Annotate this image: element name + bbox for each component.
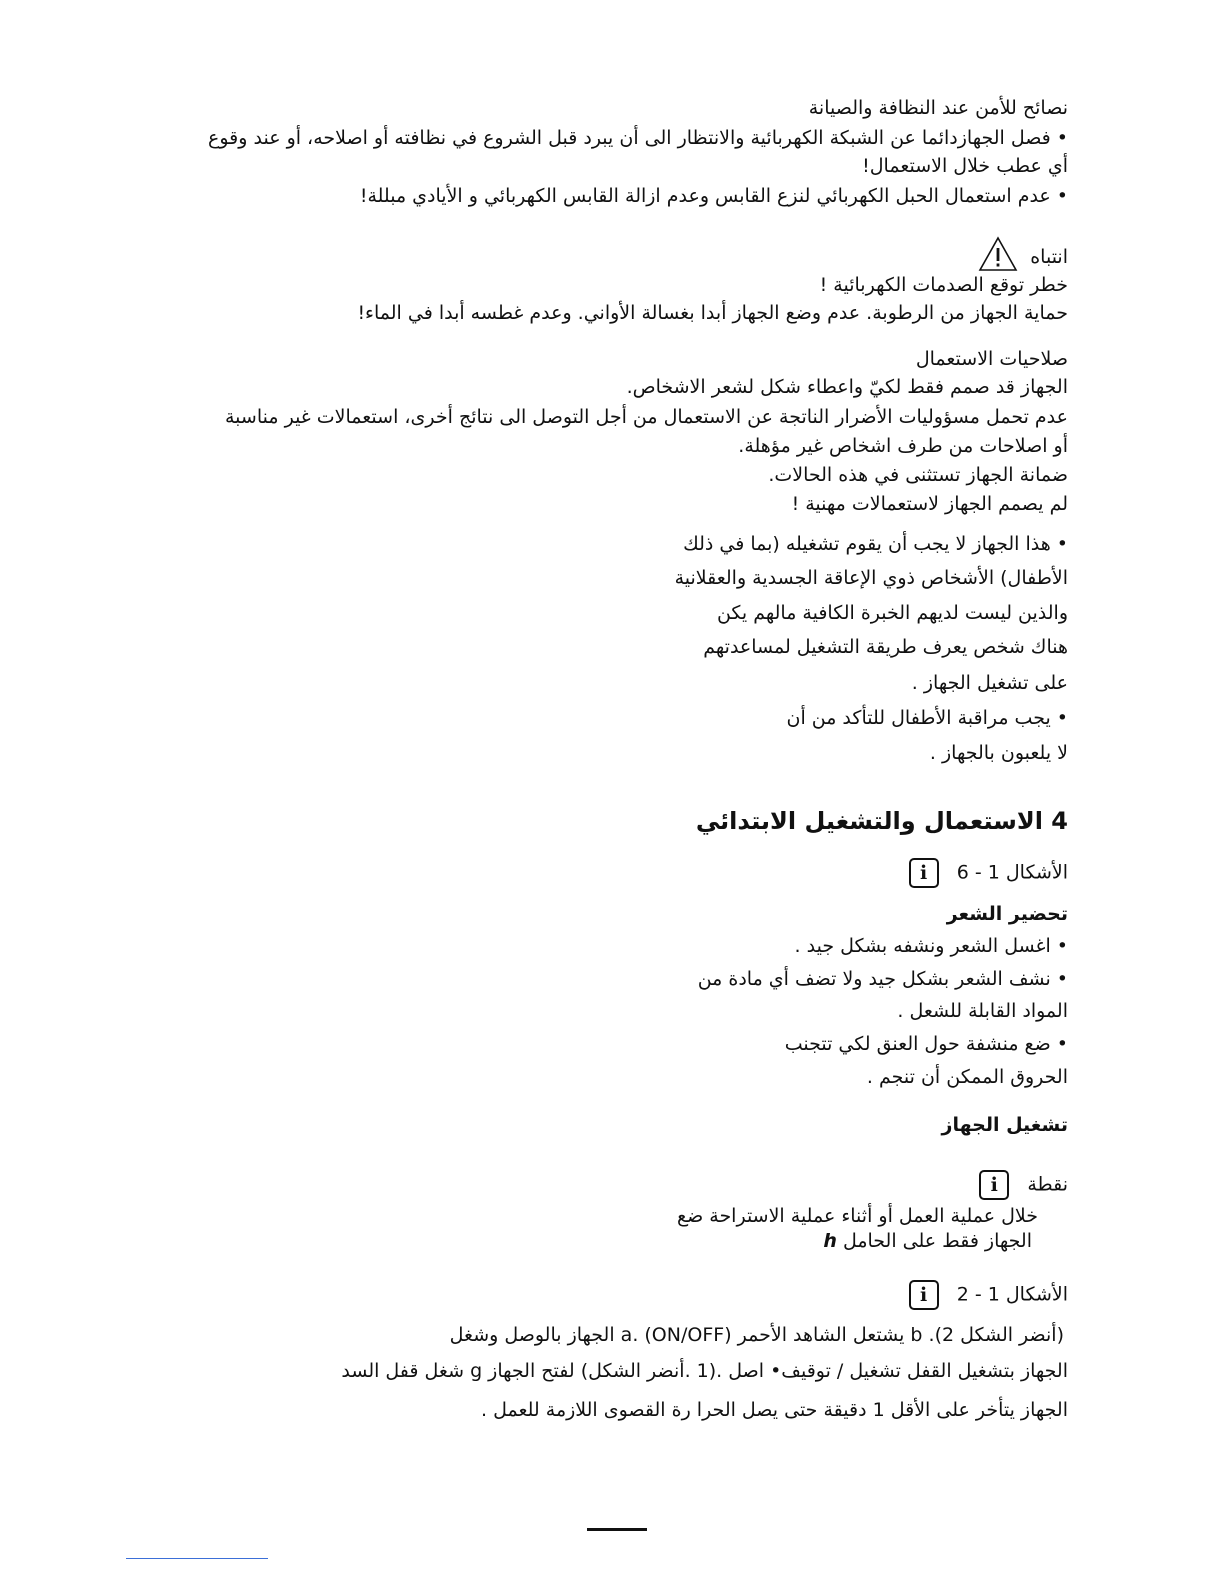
info-icon: i (909, 858, 939, 888)
figure-reference-2: الأشكال 1 - 2 i (909, 1280, 1068, 1310)
safety-heading: نصائح للأمن عند النظافة والصيانة (808, 97, 1068, 119)
bullet-icon: • (1056, 707, 1068, 729)
info-icon: i (979, 1170, 1009, 1200)
usage-line-3: أو اصلاحات من طرف اشخاص غير مؤهلة. (738, 435, 1068, 457)
usage-line-1: الجهاز قد صمم فقط لكيّ واعطاء شكل لشعر الاشخاص. (626, 376, 1068, 398)
usage-bullet-1-line-3: والذين ليست لديهم الخبرة الكافية مالهم يكن (716, 602, 1068, 624)
usage-bullet-1-line-4: هناك شخص يعرف طريقة التشغيل لمساعدتهم (703, 636, 1068, 658)
operate-paragraph-line-3: الجهاز يتأخر على الأقل 1 دقيقة حتى يصل الحرا رة القصوى اللازمة للعمل . (481, 1399, 1068, 1421)
usage-bullet-1-line-2: الأطفال) الأشخاص ذوي الإعاقة الجسدية والعقلانية (674, 567, 1068, 589)
bullet-icon: • (1056, 533, 1068, 555)
bullet-icon: • (1056, 185, 1068, 207)
prep-bullet-3: •ضع منشفة حول العنق لكي تتجنب (784, 1033, 1068, 1055)
usage-bullet-1-line-5: على تشغيل الجهاز . (911, 672, 1068, 694)
safety-bullet-1 (208, 125, 1068, 151)
warning-line-1: خطر توقع الصدمات الكهربائية ! (819, 274, 1068, 296)
usage-bullet-2-line-2: لا يلعبون بالجهاز . (929, 742, 1068, 764)
usage-bullet-2: •يجب مراقبة الأطفال للتأكد من أن (786, 707, 1068, 729)
usage-heading: صلاحيات الاستعمال (915, 348, 1068, 370)
section-heading (696, 806, 1068, 836)
operate-heading: تشغيل الجهاز (941, 1114, 1068, 1136)
prep-bullet-3-line-2: الحروق الممكن أن تنجم . (866, 1066, 1068, 1088)
info-icon: i (909, 1280, 939, 1310)
bullet-icon: • (1056, 127, 1068, 149)
usage-line-2: عدم تحمل مسؤوليات الأضرار الناتجة عن الاستعمال من أجل التوصل الى نتائج أخرى، استعمالات غير مناسبة (225, 406, 1068, 428)
warning-line-2: حماية الجهاز من الرطوبة. عدم وضع الجهاز أبدا بغسالة الأواني. وعدم غطسه أبدا في الماء! (357, 302, 1068, 324)
bullet-icon: • (1056, 1033, 1068, 1055)
note-letter-h: h (823, 1230, 837, 1252)
bullet-icon: • (1056, 968, 1068, 990)
usage-bullet-1: •هذا الجهاز لا يجب أن يقوم تشغيله (بما في ذلك (683, 533, 1068, 555)
safety-bullet-2: •عدم استعمال الحبل الكهربائي لنزع القابس وعدم ازالة القابس الكهربائي و الأيادي مبللة! (359, 185, 1068, 207)
figure-reference-1: الأشكال 1 - 6 i (909, 858, 1068, 888)
warning-title: انتباه (978, 236, 1068, 279)
safety-bullet-1-line-1: فصل الجهازدائما عن الشبكة الكهربائية والانتظار الى أن يبرد قبل الشروع في نظافته أو اصلاحه، أو عند وقوع (208, 127, 1051, 149)
prep-bullet-1: •اغسل الشعر ونشفه بشكل جيد . (794, 935, 1068, 957)
section-number: 4 (1051, 807, 1068, 835)
usage-line-4: ضمانة الجهاز تستثنى في هذه الحالات. (768, 464, 1068, 486)
note-label: نقطة i (979, 1170, 1068, 1200)
footer-link-underline (126, 1558, 268, 1559)
safety-bullet-1-line-2: أي عطب خلال الاستعمال! (862, 155, 1068, 177)
usage-line-5: لم يصمم الجهاز لاستعمالات مهنية ! (791, 493, 1068, 515)
prep-bullet-2-line-2: المواد القابلة للشعل . (897, 1000, 1068, 1022)
section-title: الاستعمال والتشغيل الابتدائي (695, 807, 1043, 835)
operate-paragraph-line-2: الجهاز بتشغيل القفل تشغيل / توقيف• اصل .(1 .أنضر الشكل) لفتح الجهاز g شغل قفل السد (341, 1360, 1068, 1382)
footer-rule (587, 1528, 647, 1531)
bullet-icon: • (1056, 935, 1068, 957)
operate-paragraph-line-1: (أنضر الشكل 2). b يشتعل الشاهد الأحمر a. (ON/OFF) الجهاز بالوصل وشغل (449, 1324, 1064, 1346)
note-line-2: الجهاز فقط على الحامل h (823, 1230, 1032, 1252)
note-line-1: خلال عملية العمل أو أثناء عملية الاستراحة ضع (676, 1205, 1038, 1227)
prep-heading: تحضير الشعر (946, 903, 1068, 925)
prep-bullet-2: •نشف الشعر بشكل جيد ولا تضف أي مادة من (697, 968, 1068, 990)
